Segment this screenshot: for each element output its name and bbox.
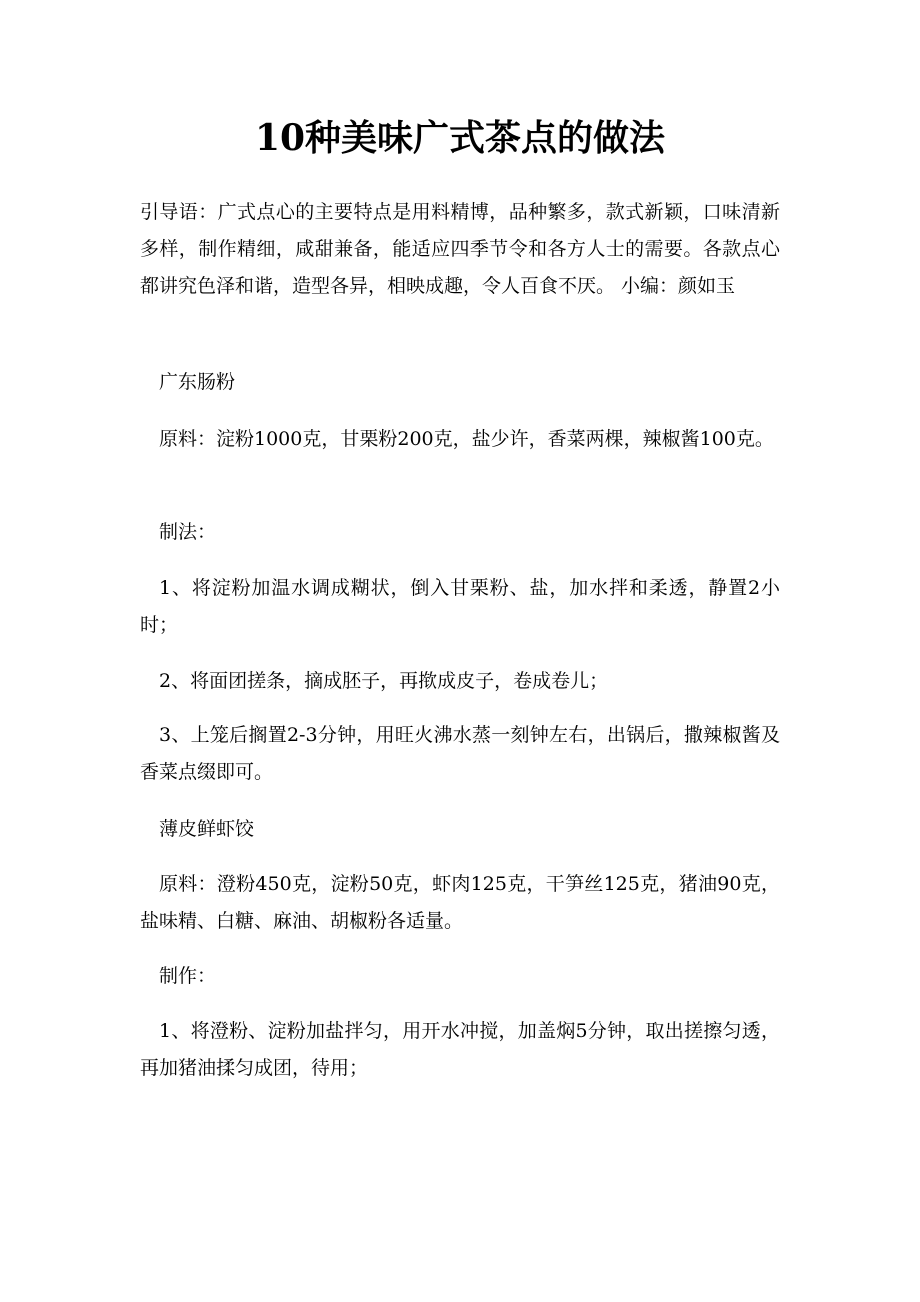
- section-heading-guangdong-changfen: 广东肠粉: [159, 371, 236, 393]
- ingredients-paragraph: 原料：淀粉1000克，甘栗粉200克，盐少许，香菜两棵，辣椒酱100克。: [159, 428, 774, 450]
- method-label: 制法：: [159, 521, 217, 543]
- step-paragraph: 1、将澄粉、淀粉加盐拌匀，用开水冲搅，加盖焖5分钟，取出搓擦匀透，再加猪油揉匀成团，待用；: [140, 1020, 780, 1079]
- ingredients-paragraph: 原料：澄粉450克，淀粉50克，虾肉125克，干笋丝125克，猪油90克，盐味精、白糖、麻油、胡椒粉各适量。: [140, 873, 780, 932]
- step-paragraph: 2、将面团搓条，摘成胚子，再揿成皮子，卷成卷儿；: [159, 670, 609, 692]
- document-title: 10种美味广式茶点的做法: [254, 117, 666, 159]
- intro-paragraph: 引导语：广式点心的主要特点是用料精博，品种繁多，款式新颖，口味清新多样，制作精细，咸甜兼备，能适应四季节令和各方人士的需要。各款点心都讲究色泽和谐，造型各异，相映成趣，令人百食不厌。 小编：颜如玉: [140, 201, 780, 297]
- method-label: 制作：: [159, 965, 217, 987]
- step-paragraph: 1、将淀粉加温水调成糊状，倒入甘栗粉、盐，加水拌和柔透，静置2小时；: [140, 577, 780, 636]
- section-heading-shrimp-dumpling: 薄皮鲜虾饺: [159, 818, 255, 840]
- step-paragraph: 3、上笼后搁置2-3分钟，用旺火沸水蒸一刻钟左右，出锅后，撒辣椒酱及香菜点缀即可。: [140, 724, 780, 783]
